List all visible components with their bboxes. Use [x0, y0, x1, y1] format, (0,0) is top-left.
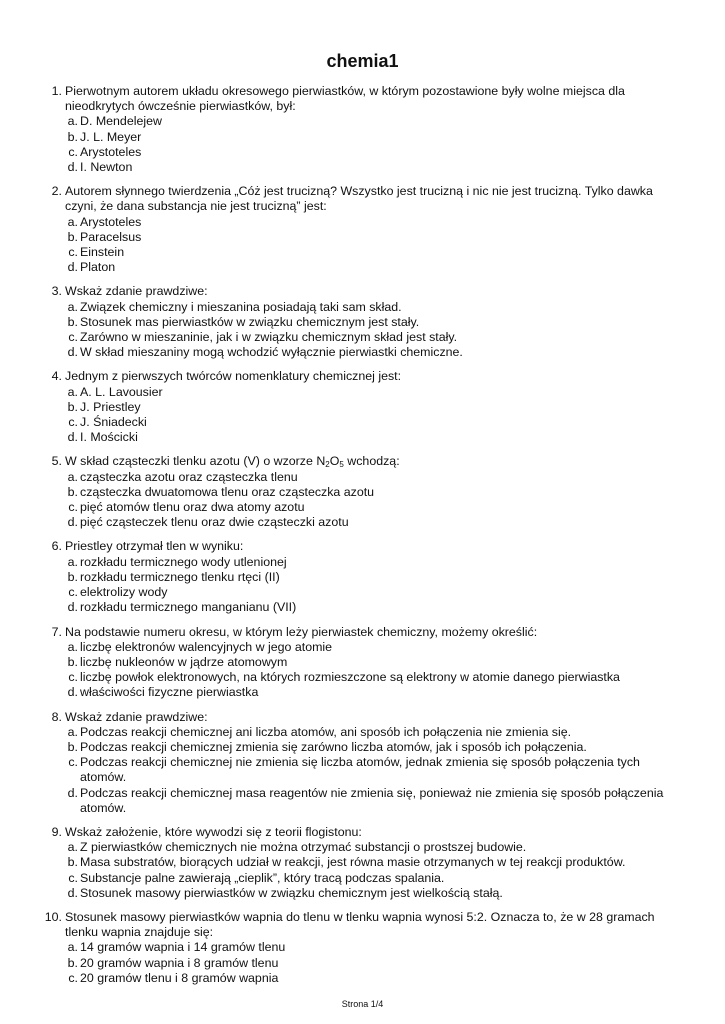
- answer-option: [65, 725, 685, 740]
- question-6: [40, 539, 685, 615]
- answer-text: Stosunek masowy pierwiastków w związku chemicznym jest wielkością stałą.: [80, 885, 503, 900]
- answer-list: [65, 640, 685, 701]
- answer-text: 14 gramów wapnia i 14 gramów tlenu: [80, 940, 286, 955]
- answer-text: 20 gramów wapnia i 8 gramów tlenu: [80, 955, 279, 970]
- answer-text: pięć cząsteczek tlenu oraz dwie cząsteczki azotu: [80, 515, 349, 530]
- question-text: Priestley otrzymał tlen w wyniku:: [65, 539, 244, 554]
- answer-list: [65, 385, 685, 446]
- answer-option: [65, 855, 685, 870]
- answer-list: [65, 940, 685, 986]
- answer-text: właściwości fizyczne pierwiastka: [80, 685, 259, 700]
- answer-text: Paracelsus: [80, 229, 142, 244]
- question-1: [40, 84, 685, 175]
- answer-label: d.: [67, 260, 78, 275]
- answer-label: c.: [68, 970, 78, 985]
- answer-label: a.: [67, 384, 78, 399]
- answer-option: [65, 500, 685, 515]
- question-text: [65, 454, 685, 469]
- answer-text: I. Newton: [80, 160, 133, 175]
- answer-option: [65, 640, 685, 655]
- answer-option: [65, 330, 685, 345]
- answer-text: rozkładu termicznego tlenku rtęci (II): [80, 569, 280, 584]
- answer-text: W skład mieszaniny mogą wchodzić wyłącznie pierwiastki chemiczne.: [80, 345, 463, 360]
- answer-list: [65, 555, 685, 616]
- answer-text: cząsteczka azotu oraz cząsteczka tlenu: [80, 469, 298, 484]
- answer-label: b.: [67, 955, 78, 970]
- answer-option: [65, 485, 685, 500]
- answer-text: I. Mościcki: [80, 430, 138, 445]
- question-4: [40, 369, 685, 445]
- answer-text: liczbę elektronów walencyjnych w jego atomie: [80, 639, 333, 654]
- answer-option: [65, 786, 685, 816]
- answer-text: D. Mendelejew: [80, 114, 162, 129]
- question-list: [40, 84, 685, 995]
- answer-option: [65, 130, 685, 145]
- answer-option: [65, 345, 685, 360]
- answer-option: [65, 871, 685, 886]
- answer-option: [65, 600, 685, 615]
- answer-option: [65, 886, 685, 901]
- answer-label: c.: [68, 670, 78, 685]
- answer-text: liczbę nukleonów w jądrze atomowym: [80, 654, 288, 669]
- answer-option: [65, 685, 685, 700]
- question-text: Wskaż zdanie prawdziwe:: [65, 284, 208, 299]
- question-text: Pierwotnym autorem układu okresowego pierwiastków, w którym pozostawione były wolne miejsca dla nieodkrytych ówcześnie pierwiastków, był:: [65, 84, 625, 114]
- answer-label: d.: [67, 160, 78, 175]
- answer-label: b.: [67, 484, 78, 499]
- question-7: [40, 625, 685, 701]
- answer-option: [65, 315, 685, 330]
- question-number: 1.: [51, 84, 62, 98]
- answer-option: [65, 230, 685, 245]
- answer-text: Arystoteles: [80, 214, 142, 229]
- answer-text: J. Śniadecki: [80, 415, 147, 430]
- answer-option: [65, 755, 685, 785]
- question-text-part: wchodzą:: [343, 454, 400, 469]
- answer-text: liczbę powłok elektronowych, na których rozmieszczone są elektrony w atomie danego pierwiastka: [80, 670, 620, 685]
- question-9: [40, 825, 685, 901]
- answer-option: [65, 585, 685, 600]
- answer-label: d.: [67, 600, 78, 615]
- answer-text: Arystoteles: [80, 144, 142, 159]
- answer-label: a.: [67, 114, 78, 129]
- answer-text: Związek chemiczny i mieszanina posiadają taki sam skład.: [80, 299, 402, 314]
- answer-option: [65, 515, 685, 530]
- question-number: 10.: [44, 909, 62, 924]
- answer-label: b.: [67, 569, 78, 584]
- page-footer: Strona 1/4: [341, 999, 384, 1009]
- answer-option: [65, 215, 685, 230]
- answer-label: c.: [68, 245, 78, 260]
- answer-label: d.: [67, 345, 78, 360]
- answer-option: [65, 400, 685, 415]
- question-number: 4.: [51, 369, 62, 384]
- answer-text: Stosunek mas pierwiastków w związku chemicznym jest stały.: [80, 314, 420, 329]
- subscript: 5: [339, 460, 344, 470]
- answer-option: [65, 114, 685, 129]
- answer-list: [65, 215, 685, 276]
- answer-text: Zarówno w mieszaninie, jak i w związku chemicznym skład jest stały.: [80, 330, 458, 345]
- answer-label: d.: [67, 885, 78, 900]
- answer-label: b.: [67, 314, 78, 329]
- answer-label: b.: [67, 855, 78, 870]
- answer-label: c.: [68, 330, 78, 345]
- answer-text: Platon: [80, 260, 116, 275]
- answer-label: a.: [67, 724, 78, 739]
- answer-label: d.: [67, 430, 78, 445]
- question-number: 9.: [51, 824, 62, 839]
- question-number: 6.: [51, 539, 62, 554]
- answer-label: a.: [67, 554, 78, 569]
- answer-label: b.: [67, 399, 78, 414]
- answer-text: cząsteczka dwuatomowa tlenu oraz cząsteczka azotu: [80, 484, 375, 499]
- answer-option: [65, 430, 685, 445]
- answer-option: [65, 570, 685, 585]
- answer-option: [65, 145, 685, 160]
- question-number: 2.: [51, 184, 62, 199]
- question-text: Autorem słynnego twierdzenia „Cóż jest trucizną? Wszystko jest trucizną i nic nie jest trucizną. Tylko dawka czyni, że dana substancja nie jest trucizną” jest:: [65, 184, 653, 214]
- answer-text: elektrolizy wody: [80, 585, 168, 600]
- subscript: 2: [325, 460, 330, 470]
- question-2: [40, 184, 685, 275]
- answer-option: [65, 940, 685, 955]
- answer-label: b.: [67, 229, 78, 244]
- answer-text: 20 gramów tlenu i 8 gramów wapnia: [80, 970, 279, 985]
- answer-list: [65, 840, 685, 901]
- answer-option: [65, 160, 685, 175]
- answer-label: b.: [67, 739, 78, 754]
- answer-option: [65, 300, 685, 315]
- answer-label: c.: [68, 415, 78, 430]
- answer-label: a.: [67, 639, 78, 654]
- answer-label: c.: [68, 870, 78, 885]
- answer-option: [65, 740, 685, 755]
- answer-text: pięć atomów tlenu oraz dwa atomy azotu: [80, 500, 305, 515]
- question-text: Wskaż zdanie prawdziwe:: [65, 709, 208, 724]
- answer-option: [65, 260, 685, 275]
- question-8: [40, 710, 685, 816]
- answer-text: A. L. Lavousier: [80, 384, 163, 399]
- question-number: 7.: [51, 624, 62, 639]
- question-number: 5.: [51, 454, 62, 469]
- question-text-part: W skład cząsteczki tlenku azotu (V) o wzorze N: [65, 454, 326, 469]
- question-text-part: O: [329, 454, 340, 469]
- answer-text: J. L. Meyer: [80, 129, 142, 144]
- answer-label: b.: [67, 654, 78, 669]
- question-5: [40, 454, 685, 530]
- question-text: Stosunek masowy pierwiastków wapnia do tlenu w tlenku wapnia wynosi 5:2. Oznacza to, że w 28 gramach tlenku wapnia znajduje się:: [65, 909, 655, 940]
- question-3: [40, 284, 685, 360]
- answer-label: d.: [67, 785, 78, 800]
- answer-list: [65, 470, 685, 531]
- answer-text: rozkładu termicznego manganianu (VII): [80, 600, 297, 615]
- answer-option: [65, 385, 685, 400]
- answer-option: [65, 840, 685, 855]
- answer-option: [65, 415, 685, 430]
- question-number: 3.: [51, 284, 62, 299]
- answer-label: a.: [67, 840, 78, 855]
- question-10: [40, 910, 685, 986]
- answer-text: Substancje palne zawierają „cieplik”, który tracą podczas spalania.: [80, 870, 445, 885]
- answer-option: [65, 971, 685, 986]
- answer-list: [65, 725, 685, 816]
- answer-text: rozkładu termicznego wody utlenionej: [80, 554, 287, 569]
- answer-text: J. Priestley: [80, 399, 141, 414]
- answer-label: d.: [67, 515, 78, 530]
- question-text: Jednym z pierwszych twórców nomenklatury chemicznej jest:: [65, 369, 402, 384]
- answer-text: Masa substratów, biorących udział w reakcji, jest równa masie otrzymanych w tej reakcji produktów.: [80, 855, 626, 870]
- answer-label: a.: [67, 940, 78, 955]
- answer-list: [65, 300, 685, 361]
- answer-label: c.: [68, 755, 78, 770]
- answer-label: c.: [68, 500, 78, 515]
- answer-label: d.: [67, 685, 78, 700]
- answer-text: Podczas reakcji chemicznej masa reagentów nie zmienia się, ponieważ nie zmienia się sposób połączenia atomów.: [80, 785, 664, 815]
- question-text: Wskaż założenie, które wywodzi się z teorii flogistonu:: [65, 824, 362, 839]
- answer-label: c.: [68, 585, 78, 600]
- answer-option: [65, 470, 685, 485]
- answer-label: a.: [67, 469, 78, 484]
- answer-text: Z pierwiastków chemicznych nie można otrzymać substancji o prostszej budowie.: [80, 840, 527, 855]
- question-text: Na podstawie numeru okresu, w którym leży pierwiastek chemiczny, możemy określić:: [65, 624, 538, 639]
- answer-option: [65, 956, 685, 971]
- answer-text: Podczas reakcji chemicznej ani liczba atomów, ani sposób ich połączenia nie zmienia się.: [80, 724, 572, 739]
- page-title: chemia1: [326, 51, 399, 71]
- answer-option: [65, 655, 685, 670]
- question-number: 8.: [51, 709, 62, 724]
- answer-label: a.: [67, 299, 78, 314]
- answer-text: Podczas reakcji chemicznej zmienia się zarówno liczba atomów, jak i sposób ich połączenia.: [80, 739, 587, 754]
- answer-label: a.: [67, 214, 78, 229]
- answer-list: [65, 114, 685, 175]
- answer-label: b.: [67, 129, 78, 144]
- answer-option: [65, 555, 685, 570]
- answer-option: [65, 245, 685, 260]
- answer-text: Einstein: [80, 245, 125, 260]
- answer-label: c.: [68, 144, 78, 159]
- answer-text: Podczas reakcji chemicznej nie zmienia się liczba atomów, jednak zmienia się sposób połączenia tych atomów.: [80, 755, 640, 785]
- answer-option: [65, 670, 685, 685]
